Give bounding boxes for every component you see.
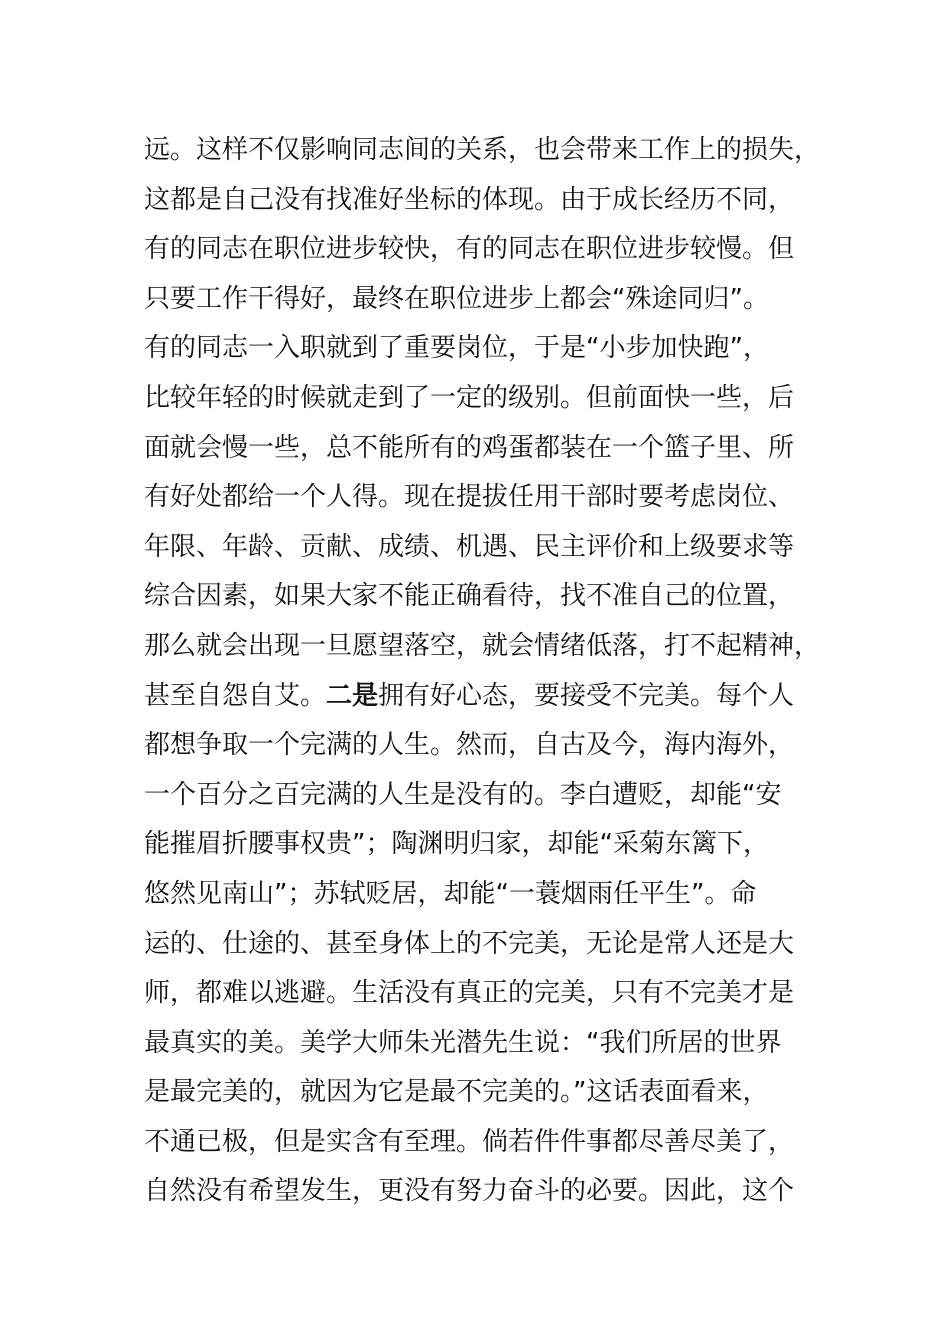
text-line: 这都是自己没有找准好坐标的体现。由于成长经历不同， xyxy=(144,184,795,215)
text-line: 只要工作干得好，最终在职位进步上都会“殊途同归”。 xyxy=(144,283,769,314)
text-line: 最真实的美。美学大师朱光潜先生说：“我们所居的世界 xyxy=(144,1027,782,1058)
bold-marker-text: 二是 xyxy=(326,680,379,711)
text-line: 一个百分之百完满的人生是没有的。李白遭贬，却能“安 xyxy=(144,779,782,810)
text-line: 不通已极，但是实含有至理。倘若件件事都尽善尽美了， xyxy=(144,1126,795,1157)
text-line: 那么就会出现一旦愿望落空，就会情绪低落，打不起精神， xyxy=(144,630,821,661)
text-line: 自然没有希望发生，更没有努力奋斗的必要。因此，这个 xyxy=(144,1176,795,1207)
text-line: 能摧眉折腰事权贵”；陶渊明归家，却能“采菊东篱下， xyxy=(144,829,769,860)
text-line: 有的同志一入职就到了重要岗位，于是“小步加快跑”， xyxy=(144,333,769,364)
text-line: 是最完美的，就因为它是最不完美的。”这话表面看来， xyxy=(144,1077,769,1108)
text-segment: 拥有好心态，要接受不完美。每个人 xyxy=(378,680,795,711)
text-line: 悠然见南山”；苏轼贬居，却能“一蓑烟雨任平生”。命 xyxy=(144,878,757,909)
text-line: 综合因素，如果大家不能正确看待，找不准自己的位置， xyxy=(144,581,795,612)
text-line: 有的同志在职位进步较快，有的同志在职位进步较慢。但 xyxy=(144,234,795,265)
text-line: 面就会慢一些，总不能所有的鸡蛋都装在一个篮子里、所 xyxy=(144,432,795,463)
text-line: 都想争取一个完满的人生。然而，自古及今，海内海外， xyxy=(144,730,795,761)
text-line: 年限、年龄、贡献、成绩、机遇、民主评价和上级要求等 xyxy=(144,531,795,562)
text-line: 运的、仕途的、甚至身体上的不完美，无论是常人还是大 xyxy=(144,928,795,959)
text-line: 有好处都给一个人得。现在提拔任用干部时要考虑岗位、 xyxy=(144,482,795,513)
text-line: 比较年轻的时候就走到了一定的级别。但前面快一些，后 xyxy=(144,382,795,413)
body-text xyxy=(144,126,824,1217)
text-line: 远。这样不仅影响同志间的关系，也会带来工作上的损失， xyxy=(144,135,821,165)
text-line: 师，都难以逃避。生活没有真正的完美，只有不完美才是 xyxy=(144,978,795,1009)
text-segment: 甚至自怨自艾。 xyxy=(144,680,327,711)
text-line-with-bold xyxy=(144,672,824,722)
